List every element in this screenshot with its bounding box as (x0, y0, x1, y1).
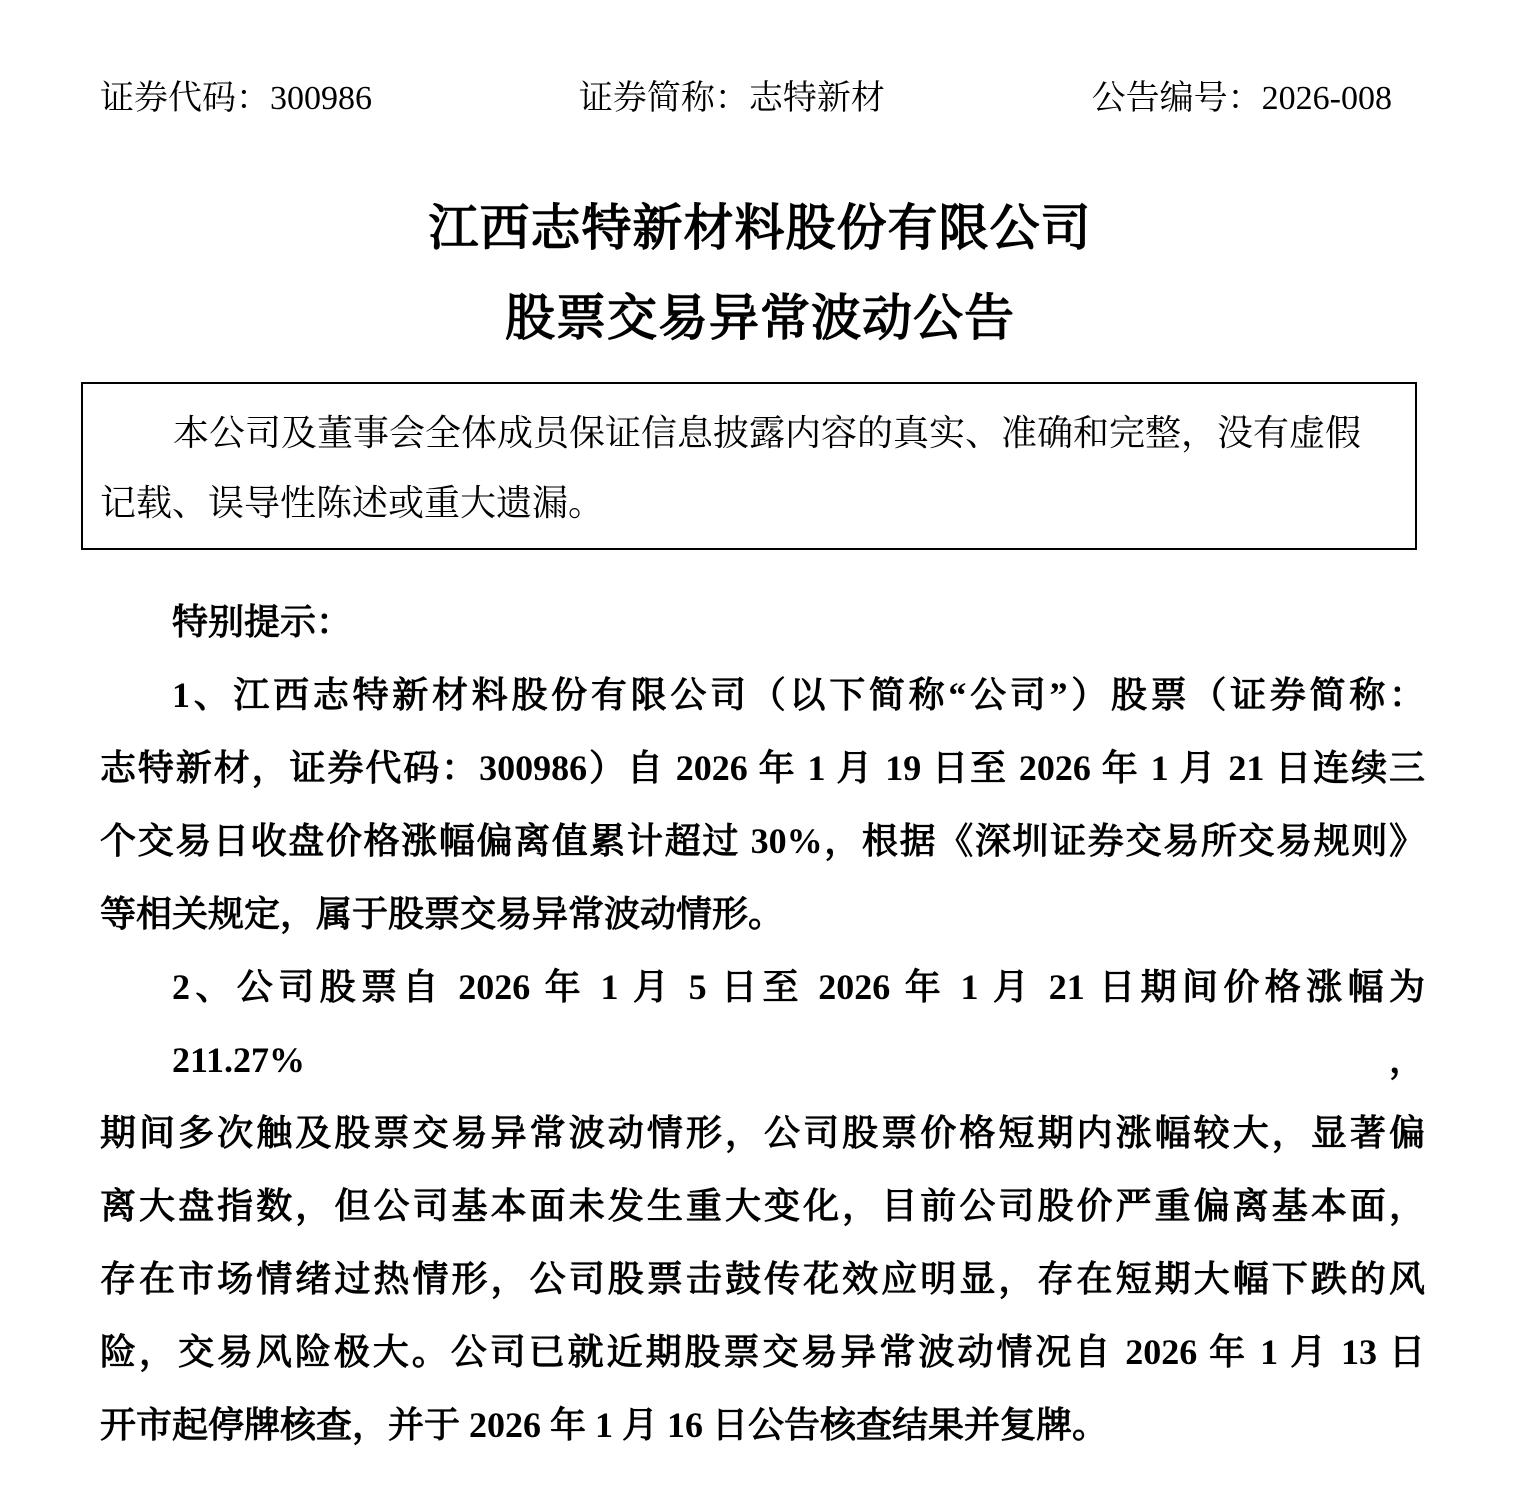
paragraph-2-line: 开市起停牌核查，并于 2026 年 1 月 16 日公告核查结果并复牌。 (100, 1405, 1109, 1445)
disclaimer-line: 记载、误导性陈述或重大遗漏。 (100, 483, 605, 523)
paragraph-2-line: 2、公司股票自 2026 年 1 月 5 日至 2026 年 1 月 21 日期间价格涨幅为 211.27%， (172, 967, 1425, 1080)
announcement-number: 公告编号：2026-008 (1091, 80, 1392, 117)
paragraph-2-line: 存在市场情绪过热情形，公司股票击鼓传花效应明显，存在短期大幅下跌的风 (100, 1259, 1425, 1299)
document-body (100, 586, 1425, 1462)
announcement-document (0, 76, 1520, 1488)
paragraph-1-line: 等相关规定，属于股票交易异常波动情形。 (100, 894, 785, 934)
special-notice-heading: 特别提示： (172, 602, 353, 642)
paragraph-1-line: 1、江西志特新材料股份有限公司（以下简称“公司”）股票（证券简称： (172, 675, 1425, 715)
document-header (100, 76, 1392, 122)
announcement-subject-title: 股票交易异常波动公告 (505, 290, 1015, 346)
company-name-title: 江西志特新材料股份有限公司 (428, 200, 1092, 256)
paragraph-2-line: 险，交易风险极大。公司已就近期股票交易异常波动情况自 2026 年 1 月 13 日 (100, 1332, 1425, 1372)
paragraph-1-line: 个交易日收盘价格涨幅偏离值累计超过 30%，根据《深圳证券交易所交易规则》 (100, 821, 1425, 861)
disclaimer-box (81, 382, 1417, 550)
stock-code: 证券代码：300986 (100, 80, 372, 117)
paragraph-2-line: 期间多次触及股票交易异常波动情形，公司股票价格短期内涨幅较大，显著偏 (100, 1113, 1425, 1153)
paragraph-2-line: 离大盘指数，但公司基本面未发生重大变化，目前公司股价严重偏离基本面， (100, 1186, 1425, 1226)
disclaimer-line: 本公司及董事会全体成员保证信息披露内容的真实、准确和完整，没有虚假 (173, 413, 1362, 453)
paragraph-1-line: 志特新材，证券代码：300986）自 2026 年 1 月 19 日至 2026 年 1 月 21 日连续三 (100, 748, 1425, 788)
stock-short-name: 证券简称：志特新材 (578, 80, 885, 117)
